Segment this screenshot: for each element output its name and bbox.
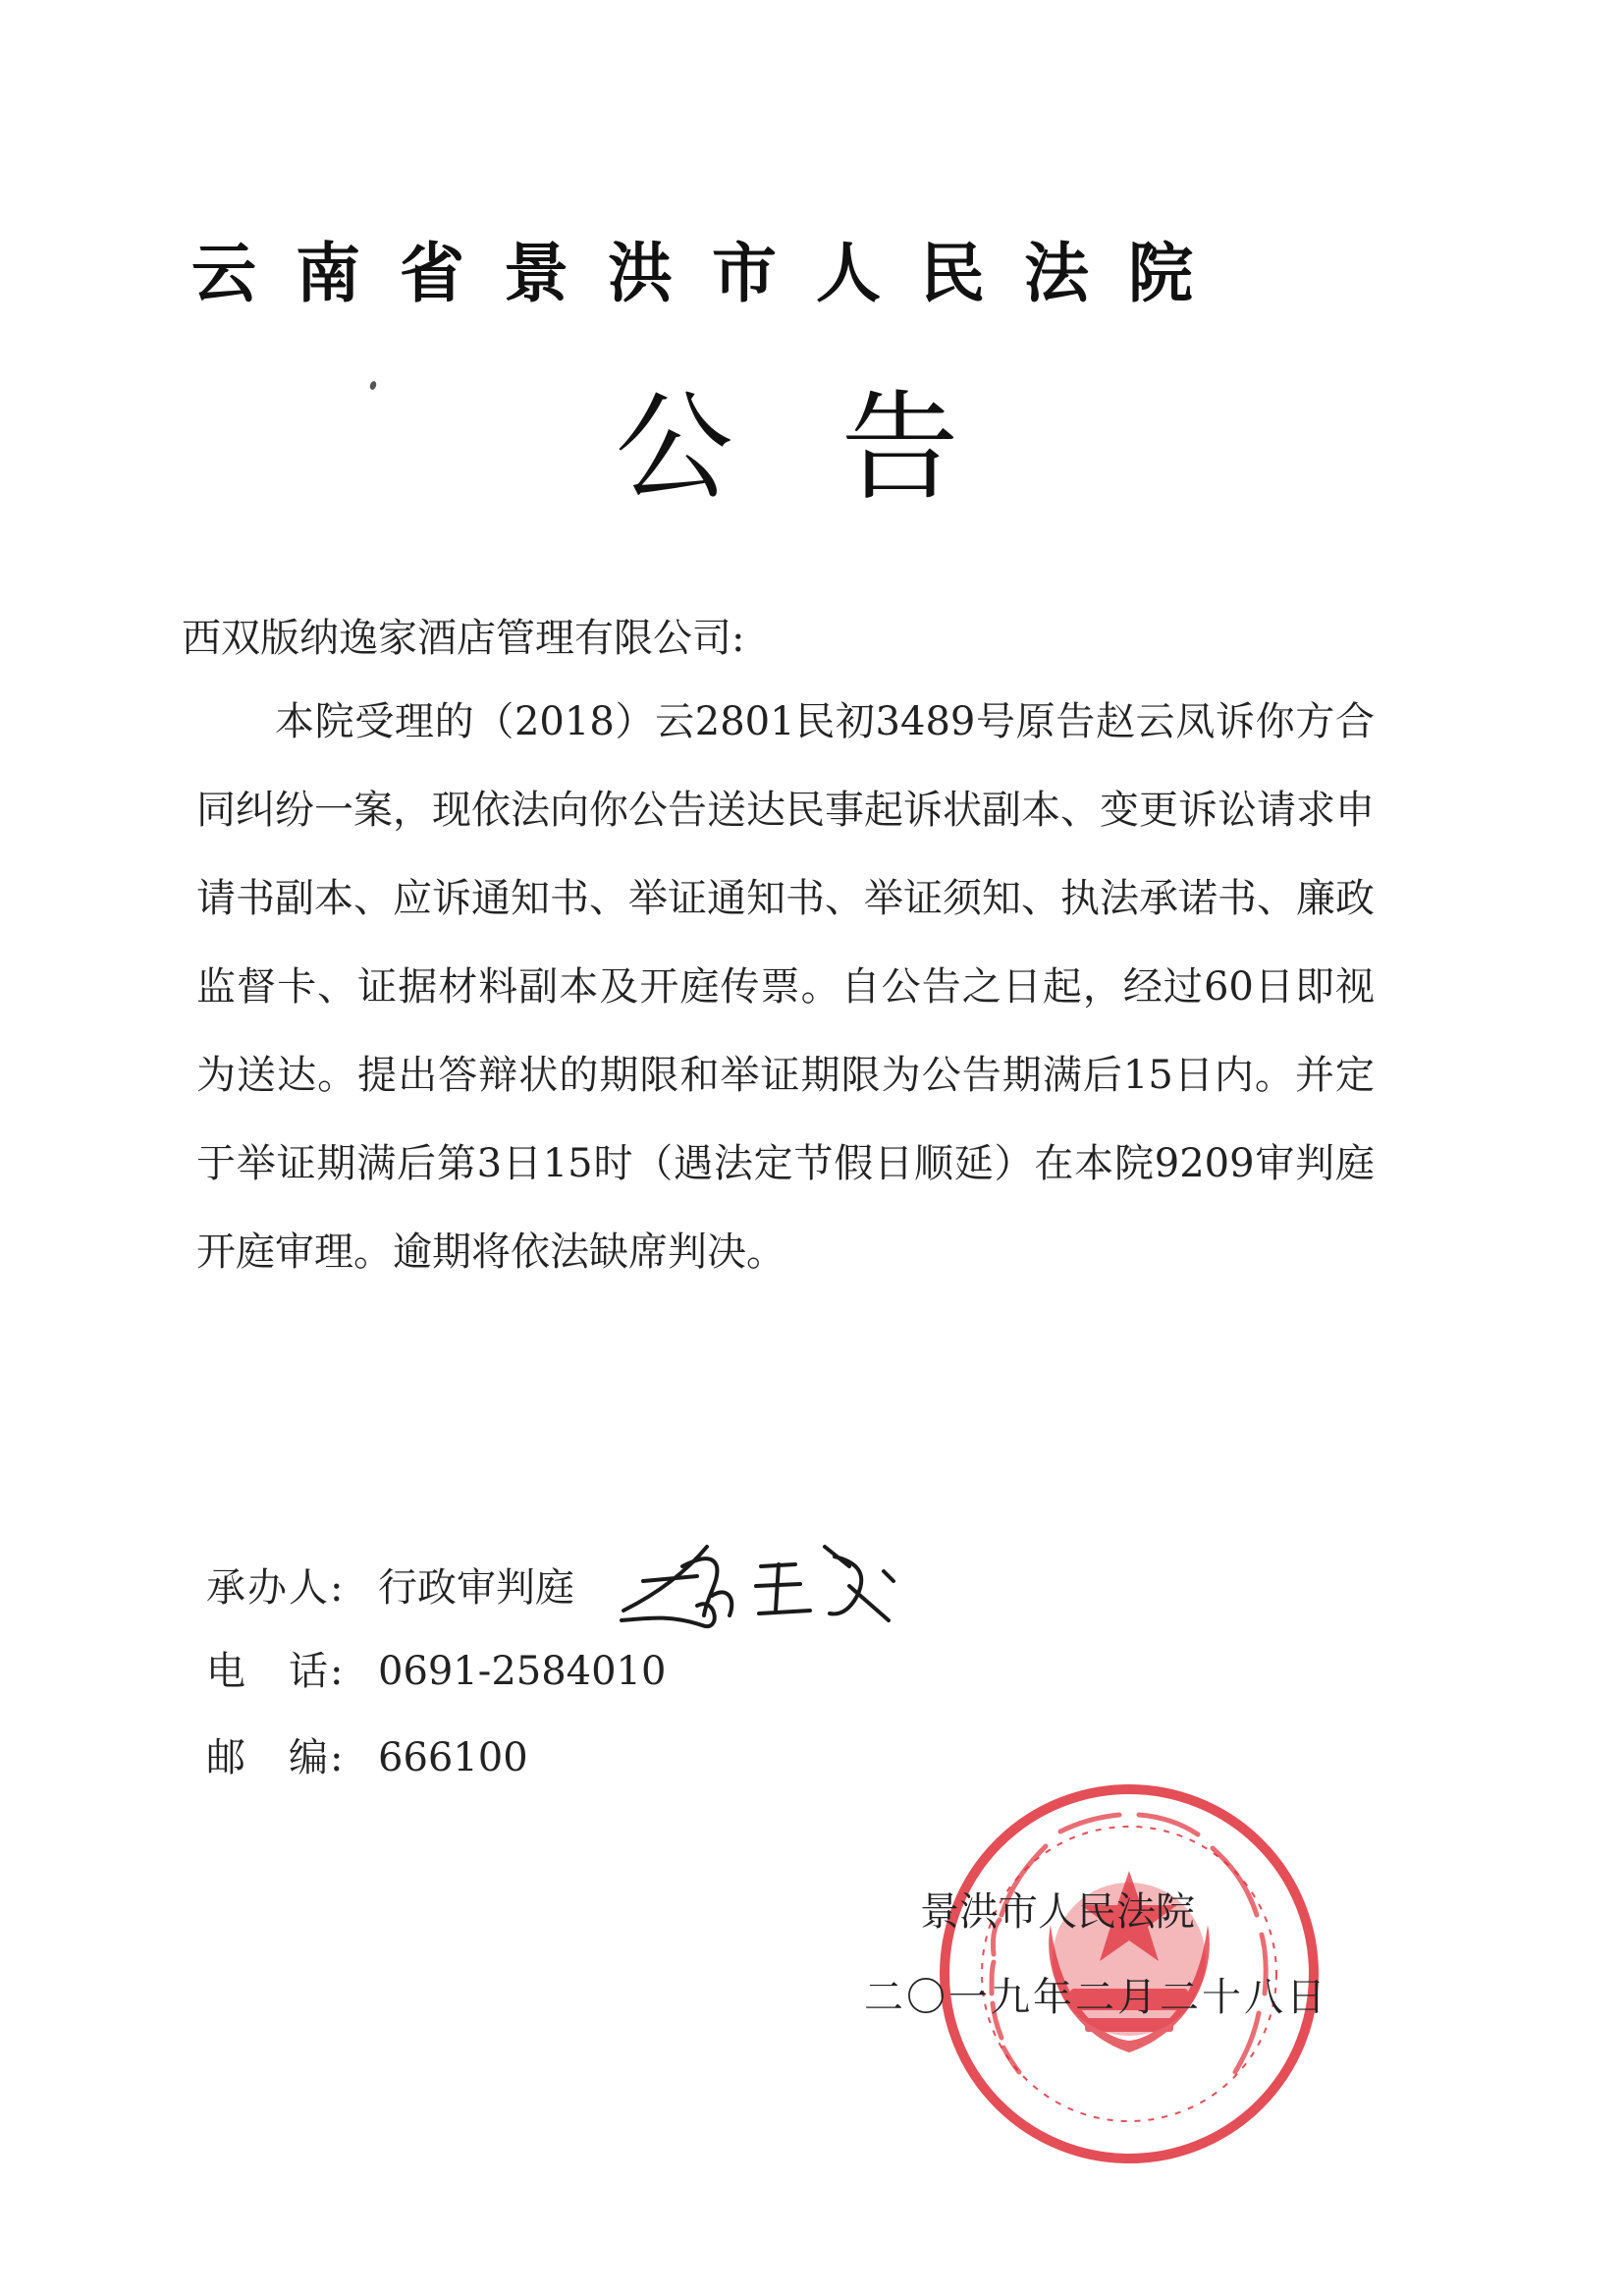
handler-row bbox=[206, 1565, 574, 1611]
handler-label: 承办人: bbox=[206, 1565, 346, 1611]
court-title: 云南省景洪市人民法院 bbox=[191, 236, 1232, 311]
postcode-row bbox=[206, 1735, 528, 1780]
phone-label: 电 话: bbox=[206, 1649, 346, 1694]
notice-body: 本院受理的（2018）云2801民初3489号原告赵云凤诉你方合同纠纷一案，现依法向你公告送达民事起诉状副本、变更诉讼请求申请书副本、应诉通知书、举证通知书、举证须知、执法承诺书、廉政监督卡、证据材料副本及开庭传票。自公告之日起，经过60日即视为送达。提出答辩状的期限和举证期限为公告期满后15日内。并定于举证期满后第3日15时（遇法定节假日顺延）在本院9209审判庭开庭审理。逾期将依法缺席判决。 bbox=[196, 699, 1375, 1275]
signing-court: 景洪市人民法院 bbox=[920, 1889, 1195, 1935]
postcode-label: 邮 编: bbox=[206, 1735, 346, 1780]
handwritten-signature bbox=[614, 1527, 898, 1645]
signing-date: 二〇一九年二月二十八日 bbox=[864, 1975, 1328, 2020]
handler-value: 行政审判庭 bbox=[378, 1565, 574, 1611]
addressee: 西双版纳逸家酒店管理有限公司: bbox=[182, 616, 745, 661]
document-title: 公告 bbox=[615, 380, 1067, 517]
phone-value: 0691-2584010 bbox=[378, 1649, 667, 1694]
phone-row bbox=[206, 1649, 667, 1694]
postcode-value: 666100 bbox=[378, 1735, 528, 1780]
